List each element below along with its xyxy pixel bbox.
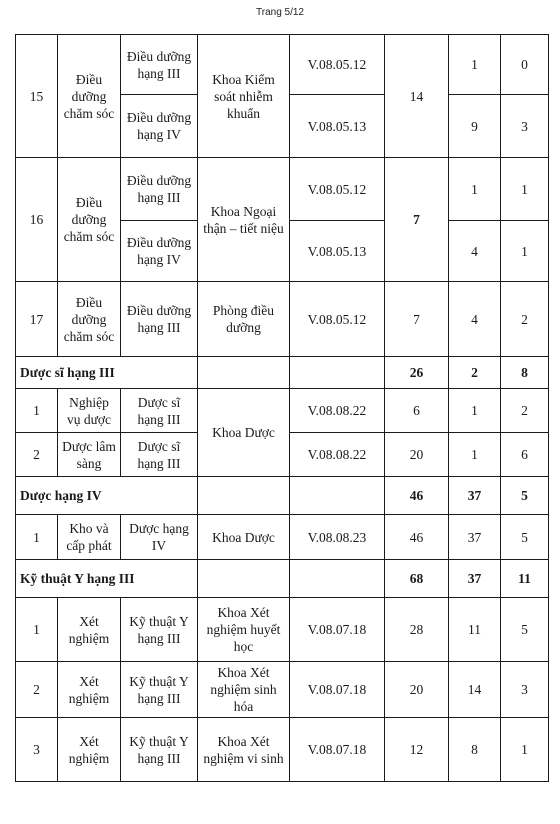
group-row <box>16 560 549 598</box>
department: Khoa Dược <box>198 389 290 477</box>
job-role: Điều dưỡng chăm sóc <box>58 282 121 357</box>
group-row <box>16 357 549 389</box>
row-number: 16 <box>16 158 58 282</box>
rank-code: V.08.08.22 <box>290 389 385 433</box>
row-number: 1 <box>16 598 58 662</box>
row-number: 2 <box>16 433 58 477</box>
department: Khoa Xét nghiệm sinh hóa <box>198 662 290 718</box>
count-col-2: 3 <box>501 95 549 158</box>
count-col-2: 6 <box>501 433 549 477</box>
table-row <box>16 389 549 433</box>
total-count: 46 <box>385 515 449 560</box>
rank-code: V.08.05.13 <box>290 221 385 282</box>
count-col-1: 14 <box>449 662 501 718</box>
rank-code: V.08.05.12 <box>290 282 385 357</box>
department: Khoa Kiểm soát nhiễm khuẩn <box>198 35 290 158</box>
count-col-1: 4 <box>449 221 501 282</box>
count-col-2: 2 <box>501 389 549 433</box>
count-col-1: 1 <box>449 433 501 477</box>
total-count: 6 <box>385 389 449 433</box>
job-role: Nghiệp vụ dược <box>58 389 121 433</box>
job-role: Xét nghiệm <box>58 598 121 662</box>
staffing-table <box>15 34 549 782</box>
total-count: 20 <box>385 433 449 477</box>
rank-code: V.08.07.18 <box>290 598 385 662</box>
group-count-2: 8 <box>501 357 549 389</box>
total-count: 20 <box>385 662 449 718</box>
job-role: Điều dưỡng chăm sóc <box>58 158 121 282</box>
department: Phòng điều dưỡng <box>198 282 290 357</box>
count-col-1: 1 <box>449 35 501 95</box>
rank-title: Kỹ thuật Y hạng III <box>121 662 198 718</box>
department: Khoa Xét nghiệm vi sinh <box>198 718 290 782</box>
row-number: 1 <box>16 389 58 433</box>
total-count: 7 <box>385 158 449 282</box>
group-title: Kỹ thuật Y hạng III <box>16 560 198 598</box>
rank-title: Điều dưỡng hạng III <box>121 158 198 221</box>
job-role: Điều dưỡng chăm sóc <box>58 35 121 158</box>
department: Khoa Xét nghiệm huyết học <box>198 598 290 662</box>
rank-code: V.08.05.12 <box>290 35 385 95</box>
group-row <box>16 477 549 515</box>
count-col-1: 11 <box>449 598 501 662</box>
group-count-2: 11 <box>501 560 549 598</box>
count-col-1: 1 <box>449 158 501 221</box>
rank-code: V.08.07.18 <box>290 662 385 718</box>
count-col-1: 37 <box>449 515 501 560</box>
group-count-2: 5 <box>501 477 549 515</box>
rank-title: Điều dưỡng hạng IV <box>121 95 198 158</box>
job-role: Xét nghiệm <box>58 718 121 782</box>
job-role: Dược lâm sàng <box>58 433 121 477</box>
row-number: 1 <box>16 515 58 560</box>
count-col-2: 5 <box>501 515 549 560</box>
count-col-1: 8 <box>449 718 501 782</box>
group-title: Dược sĩ hạng III <box>16 357 198 389</box>
group-total: 26 <box>385 357 449 389</box>
count-col-2: 1 <box>501 158 549 221</box>
count-col-1: 4 <box>449 282 501 357</box>
count-col-2: 5 <box>501 598 549 662</box>
group-total: 46 <box>385 477 449 515</box>
page-number-label: Trang 5/12 <box>256 7 304 18</box>
table-row <box>16 35 549 95</box>
total-count: 14 <box>385 35 449 158</box>
rank-code: V.08.08.22 <box>290 433 385 477</box>
count-col-2: 3 <box>501 662 549 718</box>
count-col-2: 0 <box>501 35 549 95</box>
rank-title: Kỹ thuật Y hạng III <box>121 718 198 782</box>
count-col-2: 1 <box>501 718 549 782</box>
rank-code: V.08.08.23 <box>290 515 385 560</box>
job-role: Xét nghiệm <box>58 662 121 718</box>
total-count: 7 <box>385 282 449 357</box>
rank-title: Điều dưỡng hạng III <box>121 282 198 357</box>
count-col-1: 1 <box>449 389 501 433</box>
group-count-1: 37 <box>449 477 501 515</box>
rank-code: V.08.07.18 <box>290 718 385 782</box>
total-count: 28 <box>385 598 449 662</box>
row-number: 17 <box>16 282 58 357</box>
table-row <box>16 662 549 718</box>
group-total: 68 <box>385 560 449 598</box>
table-row <box>16 515 549 560</box>
table-row <box>16 598 549 662</box>
row-number: 2 <box>16 662 58 718</box>
job-role: Kho và cấp phát <box>58 515 121 560</box>
department: Khoa Ngoại thận – tiết niệu <box>198 158 290 282</box>
table-row <box>16 282 549 357</box>
count-col-1: 9 <box>449 95 501 158</box>
department: Khoa Dược <box>198 515 290 560</box>
count-col-2: 2 <box>501 282 549 357</box>
rank-code: V.08.05.12 <box>290 158 385 221</box>
rank-code: V.08.05.13 <box>290 95 385 158</box>
rank-title: Điều dưỡng hạng IV <box>121 221 198 282</box>
row-number: 3 <box>16 718 58 782</box>
count-col-2: 1 <box>501 221 549 282</box>
rank-title: Điều dưỡng hạng III <box>121 35 198 95</box>
group-count-1: 37 <box>449 560 501 598</box>
rank-title: Dược sĩ hạng III <box>121 433 198 477</box>
total-count: 12 <box>385 718 449 782</box>
rank-title: Kỹ thuật Y hạng III <box>121 598 198 662</box>
table-row <box>16 158 549 221</box>
rank-title: Dược hạng IV <box>121 515 198 560</box>
table-row <box>16 718 549 782</box>
group-count-1: 2 <box>449 357 501 389</box>
row-number: 15 <box>16 35 58 158</box>
rank-title: Dược sĩ hạng III <box>121 389 198 433</box>
group-title: Dược hạng IV <box>16 477 198 515</box>
